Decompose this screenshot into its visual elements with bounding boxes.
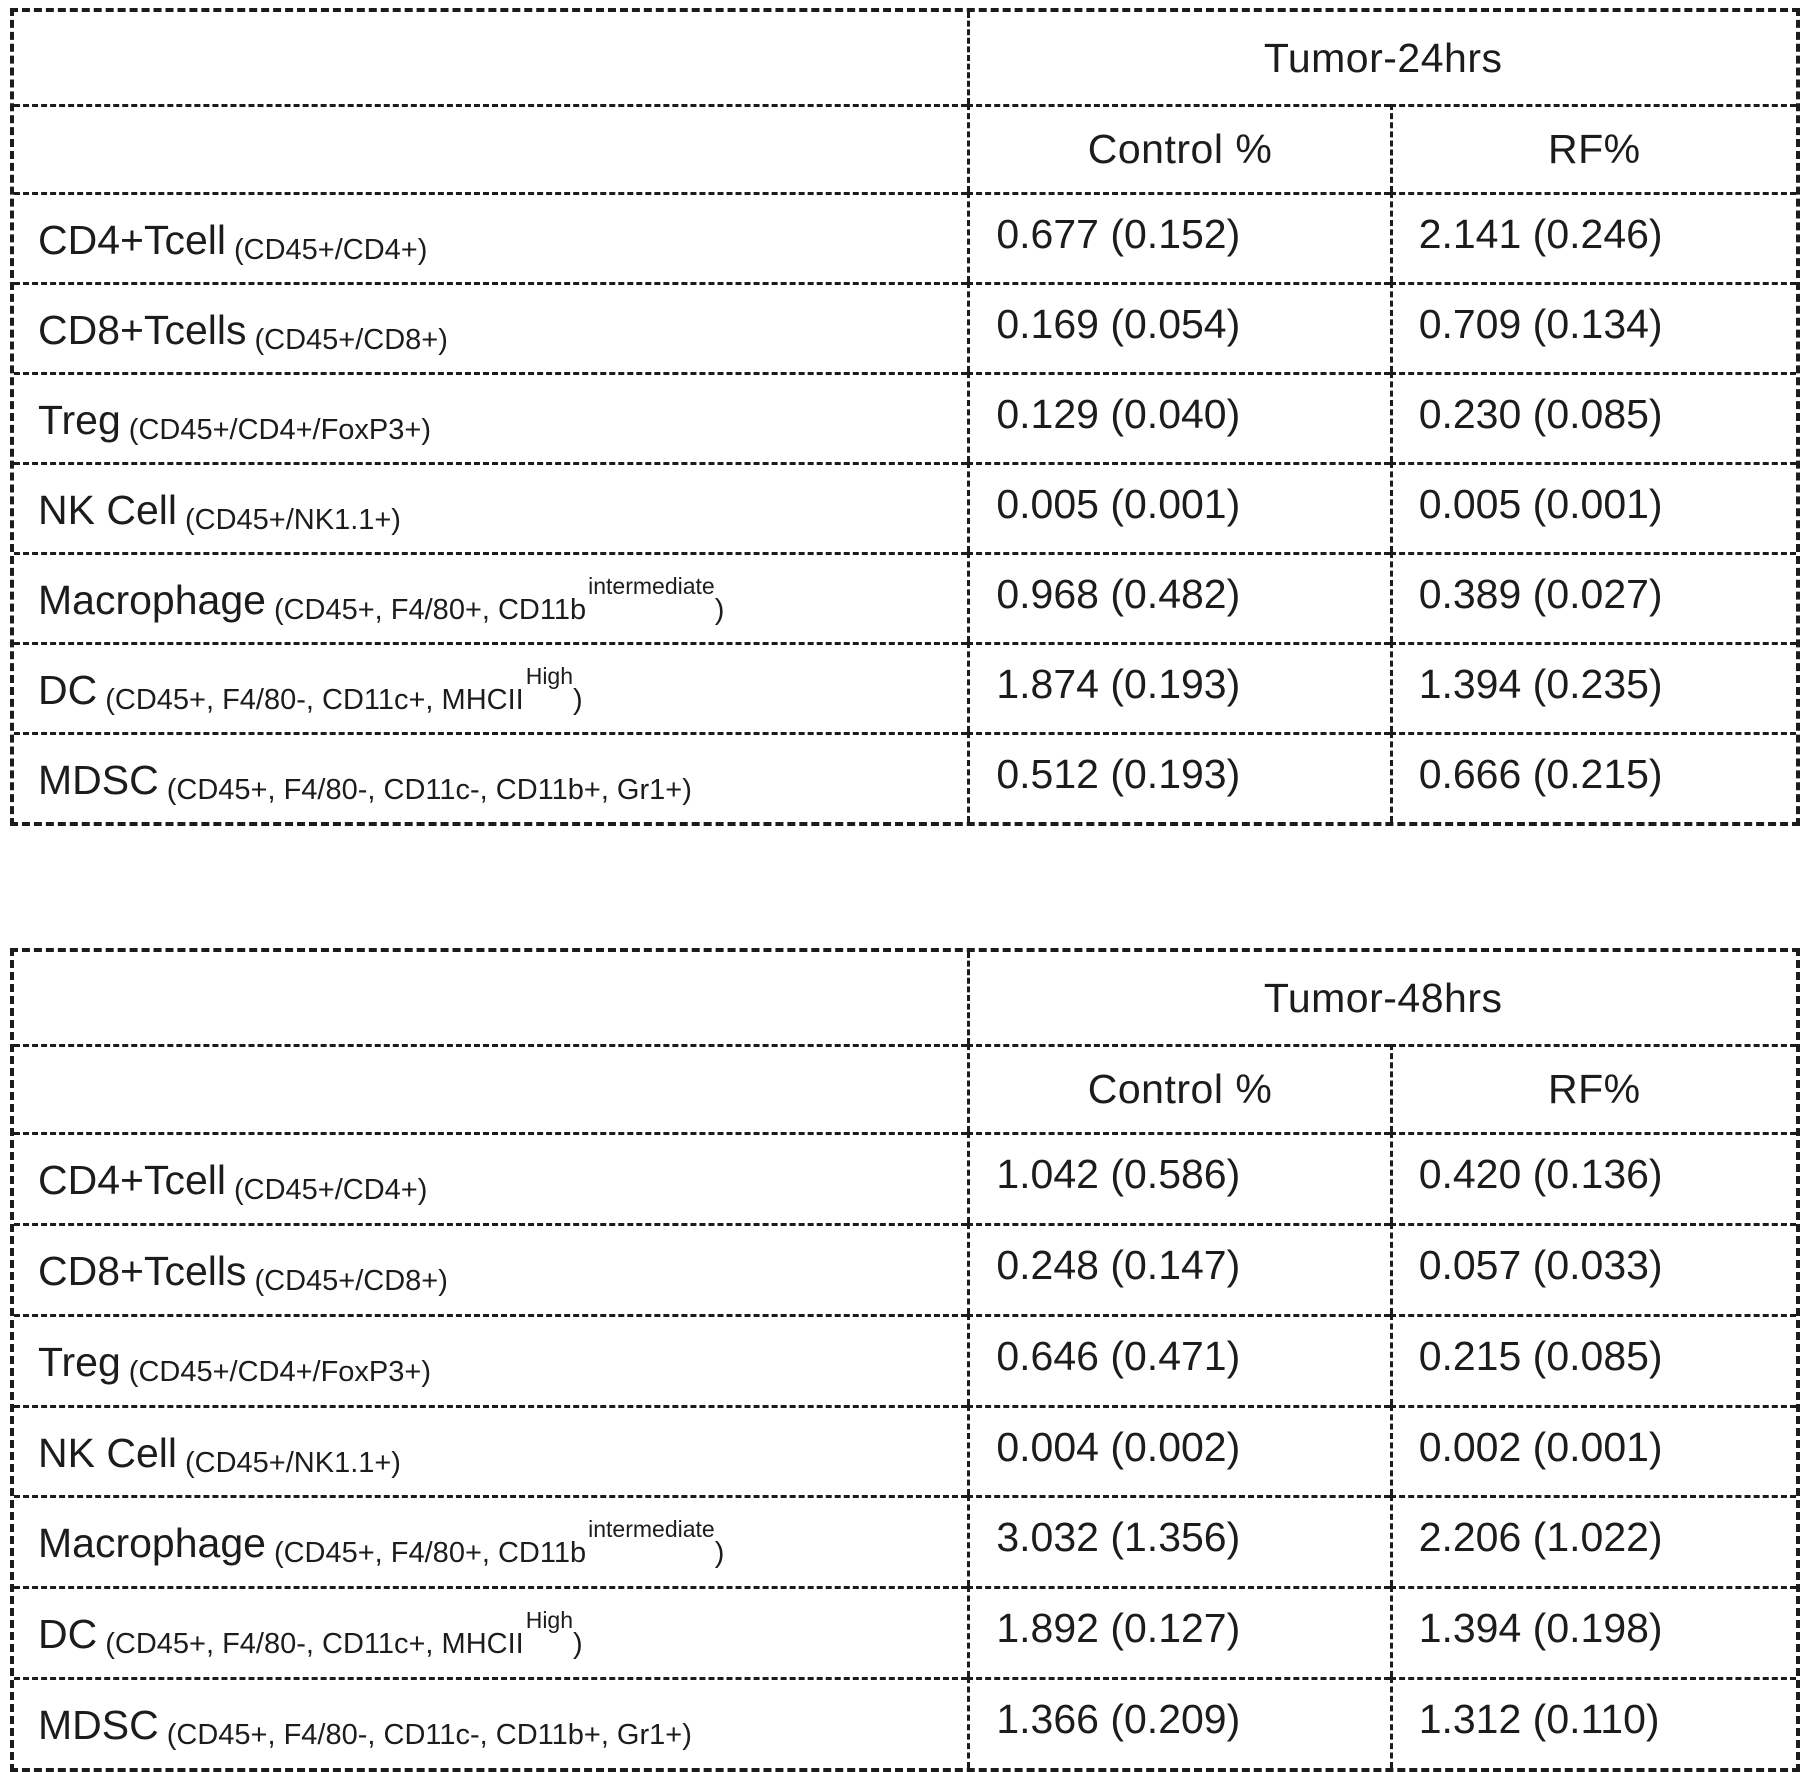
control-value: 0.646 (0.471)	[967, 1314, 1389, 1405]
row-label	[14, 552, 967, 642]
rf-value: 2.206 (1.022)	[1390, 1495, 1796, 1586]
rf-value: 0.002 (0.001)	[1390, 1405, 1796, 1496]
cell-type-name: MDSC	[38, 757, 159, 803]
cell-type-name: MDSC	[38, 1702, 159, 1749]
control-value: 0.004 (0.002)	[967, 1405, 1389, 1496]
marker-subscript: (CD45+/CD4+/FoxP3+)	[128, 414, 431, 446]
marker-superscript: intermediate	[588, 573, 715, 599]
marker-subscript: (CD45+/CD4+)	[233, 1174, 428, 1206]
control-value: 0.248 (0.147)	[967, 1223, 1389, 1314]
row-label	[14, 1132, 967, 1223]
rf-column-header: RF%	[1390, 104, 1796, 192]
cell-type-name: CD4+Tcell	[38, 1157, 226, 1203]
cell-type-name: NK Cell	[38, 1429, 177, 1476]
marker-subscript-close: )	[573, 684, 583, 716]
row-label	[14, 1586, 967, 1677]
cell-type-name: Treg	[38, 397, 121, 443]
corner-cell	[14, 104, 967, 192]
marker-subscript: (CD45+, F4/80-, CD11c+, MHCII	[105, 1628, 524, 1661]
marker-subscript: (CD45+, F4/80+, CD11b	[273, 594, 587, 626]
marker-subscript: (CD45+, F4/80+, CD11b	[273, 1537, 587, 1570]
control-value: 0.968 (0.482)	[967, 552, 1389, 642]
marker-subscript: (CD45+/NK1.1+)	[184, 1446, 401, 1479]
rf-value: 1.312 (0.110)	[1390, 1677, 1796, 1768]
control-value: 1.892 (0.127)	[967, 1586, 1389, 1677]
row-label	[14, 192, 967, 282]
cell-type-name: CD4+Tcell	[38, 217, 226, 263]
rf-value: 0.420 (0.136)	[1390, 1132, 1796, 1223]
row-label	[14, 1314, 967, 1405]
rf-value: 0.389 (0.027)	[1390, 552, 1796, 642]
row-label	[14, 1405, 967, 1496]
corner-cell	[14, 1044, 967, 1132]
cell-type-name: NK Cell	[38, 487, 177, 533]
row-label	[14, 282, 967, 372]
table-title: Tumor-48hrs	[967, 952, 1796, 1044]
cell-type-name: DC	[38, 667, 98, 713]
control-column-header: Control %	[967, 1044, 1389, 1132]
cell-type-name: CD8+Tcells	[38, 1247, 247, 1294]
corner-cell	[14, 952, 967, 1044]
rf-value: 0.215 (0.085)	[1390, 1314, 1796, 1405]
rf-value: 0.709 (0.134)	[1390, 282, 1796, 372]
rf-value: 0.666 (0.215)	[1390, 732, 1796, 822]
marker-subscript-close: )	[714, 1537, 725, 1570]
control-value: 0.677 (0.152)	[967, 192, 1389, 282]
row-label	[14, 732, 967, 822]
marker-subscript: (CD45+, F4/80-, CD11c+, MHCII	[105, 684, 524, 716]
row-label	[14, 462, 967, 552]
marker-subscript: (CD45+/CD8+)	[254, 324, 448, 356]
cell-type-name: Treg	[38, 1338, 121, 1385]
marker-subscript: (CD45+/NK1.1+)	[184, 504, 401, 536]
rf-column-header: RF%	[1390, 1044, 1796, 1132]
marker-subscript-close: )	[573, 1628, 583, 1661]
marker-superscript: intermediate	[588, 1516, 715, 1543]
control-value: 1.366 (0.209)	[967, 1677, 1389, 1768]
tumor-48hrs-table	[10, 948, 1800, 1772]
control-value: 3.032 (1.356)	[967, 1495, 1389, 1586]
rf-value: 0.230 (0.085)	[1390, 372, 1796, 462]
cell-type-name: Macrophage	[38, 577, 266, 623]
marker-superscript: High	[525, 663, 574, 689]
marker-superscript: High	[525, 1607, 574, 1634]
rf-value: 1.394 (0.235)	[1390, 642, 1796, 732]
cell-type-name: DC	[38, 1611, 98, 1658]
table-title: Tumor-24hrs	[967, 12, 1796, 104]
row-label	[14, 642, 967, 732]
marker-subscript: (CD45+/CD8+)	[254, 1264, 448, 1297]
control-value: 1.042 (0.586)	[967, 1132, 1389, 1223]
control-value: 0.512 (0.193)	[967, 732, 1389, 822]
marker-subscript-close: )	[714, 594, 725, 626]
cell-type-name: Macrophage	[38, 1520, 266, 1567]
marker-subscript: (CD45+/CD4+)	[233, 234, 428, 266]
cell-type-name: CD8+Tcells	[38, 307, 247, 353]
corner-cell	[14, 12, 967, 104]
control-value: 1.874 (0.193)	[967, 642, 1389, 732]
marker-subscript: (CD45+/CD4+/FoxP3+)	[128, 1355, 431, 1388]
row-label	[14, 1223, 967, 1314]
control-value: 0.005 (0.001)	[967, 462, 1389, 552]
row-label	[14, 1495, 967, 1586]
row-label	[14, 1677, 967, 1768]
rf-value: 2.141 (0.246)	[1390, 192, 1796, 282]
control-value: 0.129 (0.040)	[967, 372, 1389, 462]
rf-value: 1.394 (0.198)	[1390, 1586, 1796, 1677]
marker-subscript: (CD45+, F4/80-, CD11c-, CD11b+, Gr1+)	[166, 1719, 692, 1752]
control-column-header: Control %	[967, 104, 1389, 192]
marker-subscript: (CD45+, F4/80-, CD11c-, CD11b+, Gr1+)	[166, 774, 692, 806]
rf-value: 0.057 (0.033)	[1390, 1223, 1796, 1314]
control-value: 0.169 (0.054)	[967, 282, 1389, 372]
row-label	[14, 372, 967, 462]
rf-value: 0.005 (0.001)	[1390, 462, 1796, 552]
tumor-24hrs-table	[10, 8, 1800, 826]
